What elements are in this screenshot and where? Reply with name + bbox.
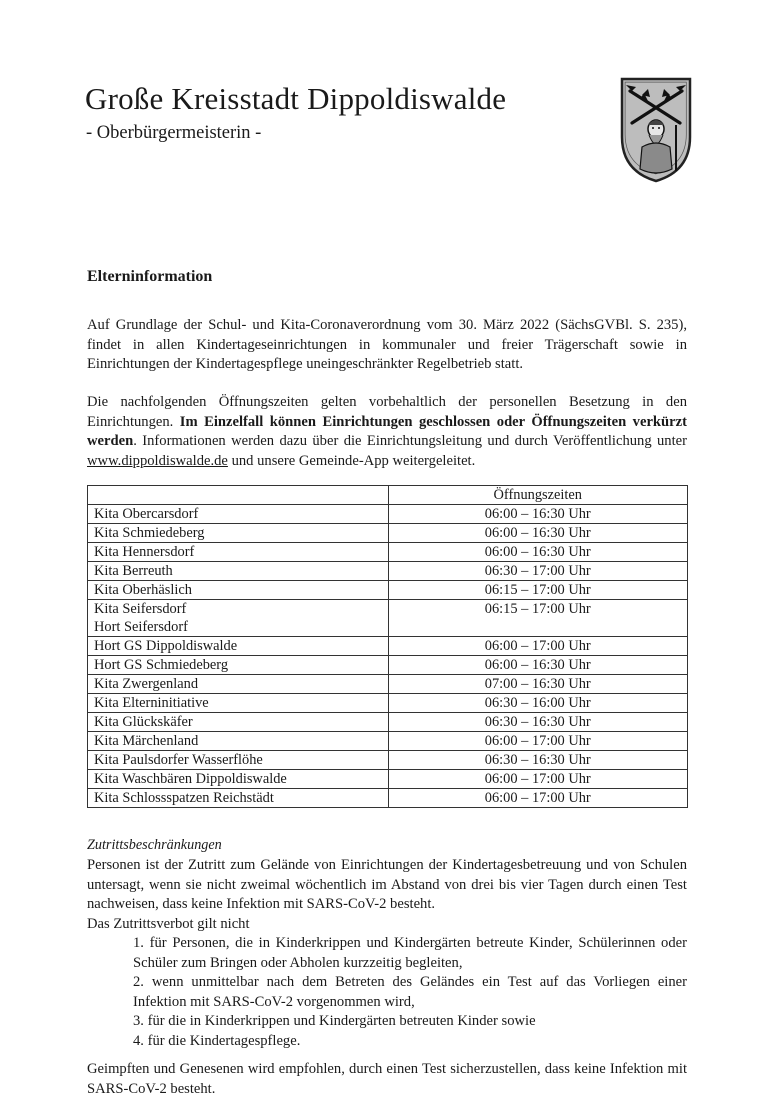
intro-paragraph: Auf Grundlage der Schul- und Kita-Coronaverordnung vom 30. März 2022 (SächsGVBl. S. 235), findet in allen Kindertageseinrichtungen in kommunaler und freier Trägerschaft sowie in Einrichtungen der Kindertagespflege uneingeschränkter Regelbetrieb statt. bbox=[87, 317, 687, 372]
facility-name bbox=[88, 543, 389, 562]
table-row bbox=[88, 524, 688, 543]
facility-name bbox=[88, 770, 389, 789]
opening-hours: 07:00 – 16:30 Uhr bbox=[388, 675, 687, 694]
facility-name-line: Kita Glückskäfer bbox=[94, 714, 193, 730]
exemptions-intro: Das Zutrittsverbot gilt nicht bbox=[87, 916, 250, 932]
table-body bbox=[88, 505, 688, 808]
exemptions-list bbox=[115, 934, 687, 1051]
facility-name-line: Hort Seifersdorf bbox=[94, 619, 188, 635]
facility-name bbox=[88, 732, 389, 751]
table-header-row bbox=[88, 486, 688, 505]
table-header-facility bbox=[88, 486, 389, 505]
facility-name-line: Kita Zwergenland bbox=[94, 676, 199, 692]
facility-name bbox=[88, 637, 389, 656]
section-heading: Elterninformation bbox=[87, 268, 213, 285]
facility-name bbox=[88, 789, 389, 808]
opening-hours: 06:00 – 16:30 Uhr bbox=[388, 543, 687, 562]
facility-name-line: Kita Schlossspatzen Reichstädt bbox=[94, 790, 274, 806]
facility-name bbox=[88, 524, 389, 543]
opening-hours: 06:30 – 16:30 Uhr bbox=[388, 751, 687, 770]
facility-name bbox=[88, 581, 389, 600]
facility-name bbox=[88, 600, 389, 637]
list-item: 2. wenn unmittelbar nach dem Betreten des Geländes ein Test auf das Vorliegen einer Infektion mit SARS-CoV-2 vorgenommen wird, bbox=[133, 974, 687, 1010]
facility-name-line: Kita Paulsdorfer Wasserflöhe bbox=[94, 752, 263, 768]
facility-name-line: Kita Berreuth bbox=[94, 563, 173, 579]
facility-name bbox=[88, 751, 389, 770]
facility-name-line: Kita Märchenland bbox=[94, 733, 199, 749]
opening-hours: 06:00 – 16:30 Uhr bbox=[388, 505, 687, 524]
table-row bbox=[88, 656, 688, 675]
opening-hours-table bbox=[87, 485, 688, 808]
table-row bbox=[88, 637, 688, 656]
page-subtitle: - Oberbürgermeisterin - bbox=[86, 123, 262, 143]
restrictions-text: Personen ist der Zutritt zum Gelände von Einrichtungen der Kindertagesbetreuung und von Schulen untersagt, wenn sie nicht zweimal wöchentlich im Abstand von drei bis vier Tagen durch einen Test nachweisen, dass keine Infektion mit SARS-CoV-2 besteht. bbox=[87, 857, 687, 912]
opening-hours: 06:30 – 17:00 Uhr bbox=[388, 562, 687, 581]
table-row bbox=[88, 675, 688, 694]
opening-hours: 06:15 – 17:00 Uhr bbox=[388, 581, 687, 600]
facility-name bbox=[88, 675, 389, 694]
facility-name-line: Kita Elterninitiative bbox=[94, 695, 209, 711]
table-row bbox=[88, 770, 688, 789]
page-title: Große Kreisstadt Dippoldiswalde bbox=[85, 81, 507, 116]
facility-name-line: Kita Seifersdorf bbox=[94, 601, 187, 617]
table-row bbox=[88, 600, 688, 637]
table-header-hours: Öffnungszeiten bbox=[388, 486, 687, 505]
opening-hours: 06:00 – 16:30 Uhr bbox=[388, 656, 687, 675]
facility-name bbox=[88, 694, 389, 713]
facility-name bbox=[88, 562, 389, 581]
website-link[interactable]: www.dippoldiswalde.de bbox=[87, 452, 228, 469]
notice-text-3: und unsere Gemeinde-App weitergeleitet. bbox=[227, 452, 476, 469]
table-row bbox=[88, 732, 688, 751]
table-row bbox=[88, 789, 688, 808]
facility-name-line: Kita Waschbären Dippoldiswalde bbox=[94, 771, 287, 787]
opening-hours-notice bbox=[87, 393, 687, 471]
list-item: 1. für Personen, die in Kinderkrippen und Kindergärten betreute Kinder, Schülerinnen oder Schüler zum Bringen oder Abholen kurzzeitig begleiten, bbox=[133, 935, 687, 971]
opening-hours: 06:30 – 16:00 Uhr bbox=[388, 694, 687, 713]
facility-name-line: Hort GS Schmiedeberg bbox=[94, 657, 229, 673]
facility-name bbox=[88, 505, 389, 524]
opening-hours: 06:15 – 17:00 Uhr bbox=[388, 600, 687, 637]
table-row bbox=[88, 751, 688, 770]
facility-name-line: Hort GS Dippoldiswalde bbox=[94, 638, 238, 654]
restrictions-title: Zutrittsbeschränkungen bbox=[87, 837, 222, 853]
opening-hours: 06:00 – 16:30 Uhr bbox=[388, 524, 687, 543]
opening-hours: 06:00 – 17:00 Uhr bbox=[388, 789, 687, 808]
facility-name-line: Kita Hennersdorf bbox=[94, 544, 195, 560]
table-row bbox=[88, 713, 688, 732]
opening-hours: 06:00 – 17:00 Uhr bbox=[388, 732, 687, 751]
table-row bbox=[88, 694, 688, 713]
notice-bold-text: Im Einzelfall können Einrichtungen geschlossen oder Öffnungszeiten verkürzt werden bbox=[87, 413, 687, 449]
list-item: 3. für die in Kinderkrippen und Kindergärten betreuten Kinder sowie bbox=[133, 1013, 536, 1029]
facility-name-line: Kita Schmiedeberg bbox=[94, 525, 205, 541]
facility-name-line: Kita Oberhäslich bbox=[94, 582, 192, 598]
opening-hours: 06:00 – 17:00 Uhr bbox=[388, 770, 687, 789]
table-row bbox=[88, 505, 688, 524]
notice-text-2: . Informationen werden dazu über die Einrichtungsleitung und durch Veröffentlichung unter bbox=[133, 433, 687, 449]
city-coat-of-arms-icon bbox=[618, 75, 694, 183]
opening-hours: 06:30 – 16:30 Uhr bbox=[388, 713, 687, 732]
opening-hours: 06:00 – 17:00 Uhr bbox=[388, 637, 687, 656]
facility-name bbox=[88, 713, 389, 732]
table-row bbox=[88, 562, 688, 581]
facility-name-line: Kita Obercarsdorf bbox=[94, 506, 199, 522]
table-row bbox=[88, 543, 688, 562]
recommendation-text: Geimpften und Genesenen wird empfohlen, durch einen Test sicherzustellen, dass keine Infektion mit SARS-CoV-2 besteht. bbox=[87, 1061, 687, 1097]
table-row bbox=[88, 581, 688, 600]
list-item: 4. für die Kindertagespflege. bbox=[133, 1032, 301, 1049]
notice-text-1: Die nachfolgenden Öffnungszeiten gelten vorbehaltlich der personellen Besetzung in den Einrichtungen. bbox=[87, 394, 687, 430]
facility-name bbox=[88, 656, 389, 675]
